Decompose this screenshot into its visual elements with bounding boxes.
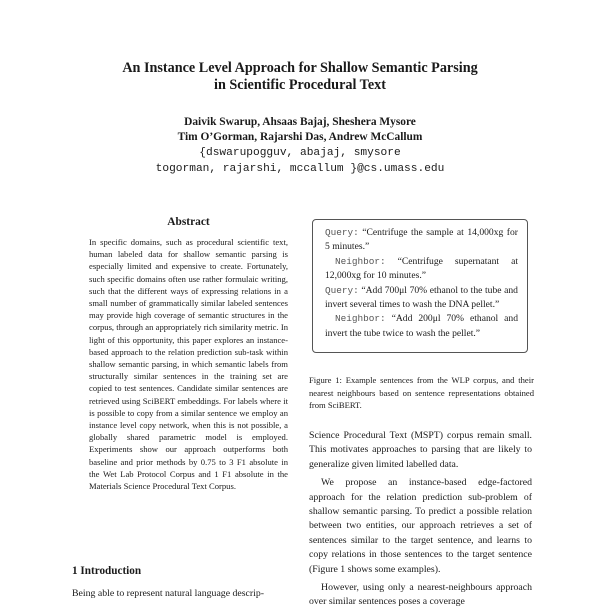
query-tag: Query: (325, 227, 359, 238)
neighbor-sentence: “Centrifuge supernatant at 12,000xg for 10 minutes.” (325, 255, 518, 282)
introduction-first-line: Being able to represent natural language descrip- (72, 588, 265, 599)
body-paragraph: We propose an instance-based edge-factored approach for the relation prediction sub-problem of shallow semantic parsing. To predict a possible relation between two entities, our approach retrieves a set of sentences similar to the target sentence, and learns to copy relations in those sentences to the target sentence (Figure 1 shows some examples). (309, 477, 532, 575)
figure-row-neighbor (325, 312, 518, 341)
abstract-heading: Abstract (167, 216, 210, 228)
author-list (60, 115, 540, 145)
authors-line-1: Daivik Swarup, Ahsaas Bajaj, Sheshera Mysore (184, 116, 416, 128)
figure-row-query (325, 284, 518, 313)
left-column (89, 216, 288, 492)
figure-1-caption: Figure 1: Example sentences from the WLP corpus, and their nearest neighbours based on sentence representations obtained from SciBERT. (309, 375, 534, 411)
query-sentence: “Centrifuge the sample at 14,000xg for 5 minutes.” (325, 227, 518, 253)
paper-title (60, 60, 540, 94)
query-sentence: “Add 700μl 70% ethanol to the tube and invert several times to wash the DNA pellet.” (325, 284, 518, 311)
emails-line-2: togorman, rajarshi, mccallum }@cs.umass.edu (155, 163, 445, 175)
neighbor-sentence: “Add 200μl 70% ethanol and invert the tube twice to wash the pellet.” (325, 313, 519, 339)
authors-line-2: Tim O’Gorman, Rajarshi Das, Andrew McCallum (177, 131, 423, 143)
figure-row-neighbor (325, 255, 518, 284)
body-paragraph: Science Procedural Text (MSPT) corpus remain small. This motivates approaches to parsing that are likely to generalize given limited labelled data. (309, 430, 532, 470)
emails-line-1: {dswarupogguv, abajaj, smysore (199, 147, 401, 159)
title-line-2: in Scientific Procedural Text (214, 77, 386, 93)
title-line-1: An Instance Level Approach for Shallow Semantic Parsing (122, 60, 478, 76)
query-tag: Query: (325, 284, 359, 296)
neighbor-tag: Neighbor: (335, 255, 386, 267)
figure-1-box (312, 219, 528, 353)
body-paragraph: However, using only a nearest-neighbours approach over similar sentences poses a coverage (309, 582, 532, 608)
author-emails (60, 145, 540, 177)
figure-row-query (325, 226, 518, 255)
section-heading-introduction: 1 Introduction (72, 565, 142, 577)
neighbor-tag: Neighbor: (335, 313, 386, 325)
abstract-text: In specific domains, such as procedural scientific text, human labeled data for shallow semantic parsing is especially limited and expensive to create. Fortunately, such specific domains often use rather formulaic writing, such that the different ways of expressing relations in a small number of grammatically similar labeled sentences may provide high coverage of semantic structures in the corpus, through an appropriately rich similarity metric. In light of this opportunity, this paper explores an instance-based approach to the relation prediction sub-task within shallow semantic parsing, in which semantic labels from structurally similar sentences in the training set are copied to test sentences. Candidate similar sentences are retrieved using SciBERT embeddings. For labels where it is possible to copy from a similar sentence we employ an instance level copy network, when this is not possible, a globally shared parametric model is employed. Experiments show our approach outperforms both baseline and prior methods by 0.75 to 3 F1 absolute in the Wet Lab Protocol Corpus and 1 F1 absolute in the Materials Science Procedural Text Corpus. (89, 237, 288, 492)
right-column (309, 429, 532, 610)
